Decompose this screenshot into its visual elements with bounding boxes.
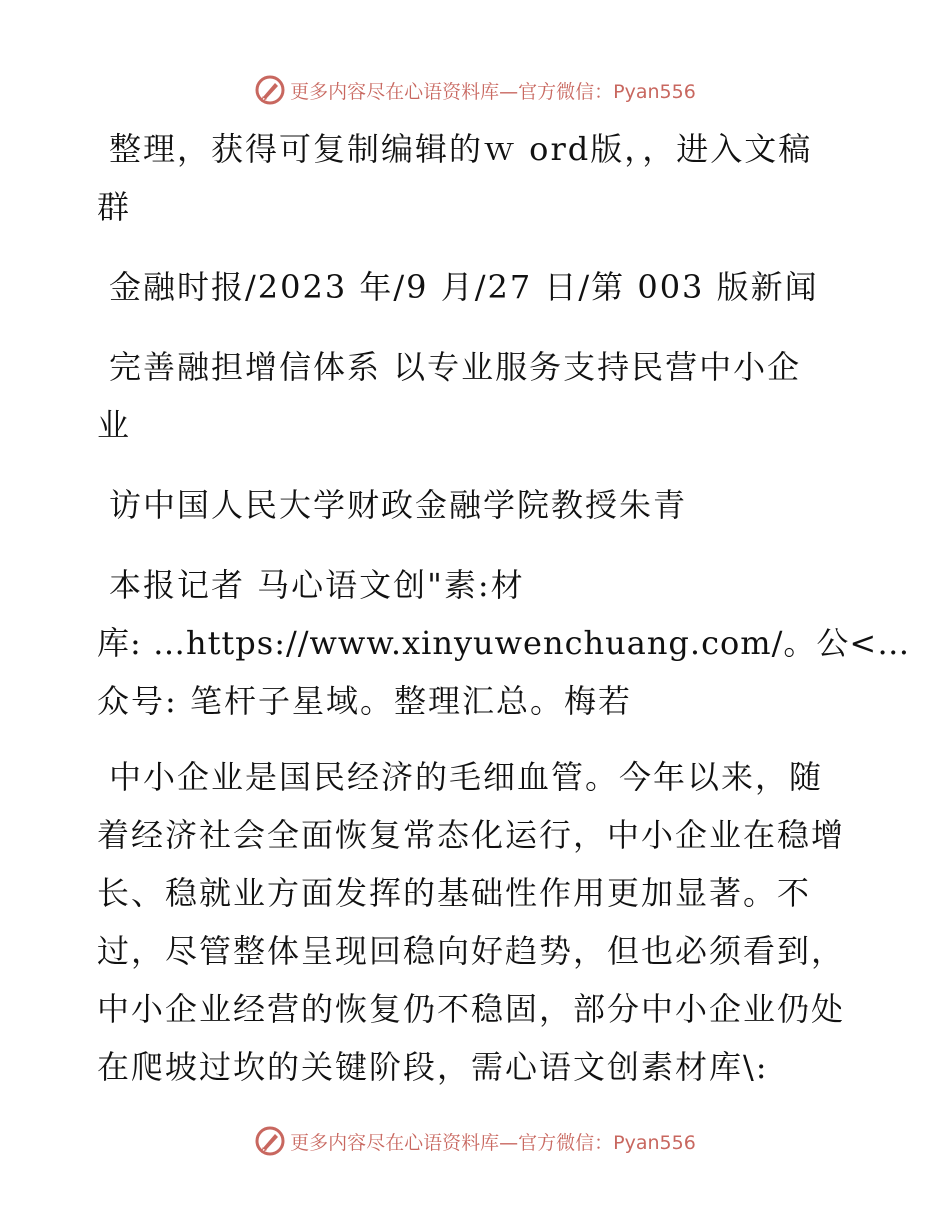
banner-text: 更多内容尽在心语资料库—官方微信：Pyan556	[290, 80, 696, 103]
intro-paragraph	[97, 120, 857, 236]
byline-line-3: 众号: 笔杆子星域。整理汇总。梅若	[97, 682, 632, 720]
intro-line-1: 整理，获得可复制编辑的ｗ ord版，，进入文稿	[109, 130, 813, 168]
pen-circle-logo-icon	[254, 74, 286, 106]
body-line-2: 着经济社会全面恢复常态化运行，中小企业在稳增	[97, 816, 846, 854]
byline-line-1: 本报记者 马心语文创"素:材	[109, 566, 525, 604]
byline	[97, 556, 911, 730]
article-subheadline	[97, 476, 857, 534]
body-paragraph	[97, 748, 857, 1096]
pen-circle-logo-icon	[254, 1125, 286, 1157]
body-line-3: 长、稳就业方面发挥的基础性作用更加显著。不	[97, 874, 812, 912]
body-line-6: 在爬坡过坎的关键阶段，需心语文创素材库\:	[97, 1048, 769, 1086]
source-line	[97, 258, 857, 316]
byline-line-2: 库: …https://www.xinyuwenchuang.com/。公<…	[97, 624, 911, 662]
footer-banner	[0, 1121, 950, 1161]
banner-text: 更多内容尽在心语资料库—官方微信：Pyan556	[290, 1131, 696, 1154]
source-text: 金融时报/2023 年/9 月/27 日/第 003 版新闻	[109, 268, 819, 306]
body-line-4: 过，尽管整体呈现回稳向好趋势，但也必须看到，	[97, 932, 846, 970]
intro-line-2: 群	[97, 188, 132, 226]
body-line-1: 中小企业是国民经济的毛细血管。今年以来，随	[109, 758, 824, 796]
article-headline	[97, 338, 857, 454]
headline-line-2: 业	[97, 406, 132, 444]
document-body	[97, 120, 911, 1118]
body-line-5: 中小企业经营的恢复仍不稳固，部分中小企业仍处	[97, 990, 846, 1028]
subheadline-text: 访中国人民大学财政金融学院教授朱青	[109, 486, 688, 524]
header-banner	[0, 70, 950, 110]
headline-line-1: 完善融担增信体系 以专业服务支持民营中小企	[109, 348, 802, 386]
